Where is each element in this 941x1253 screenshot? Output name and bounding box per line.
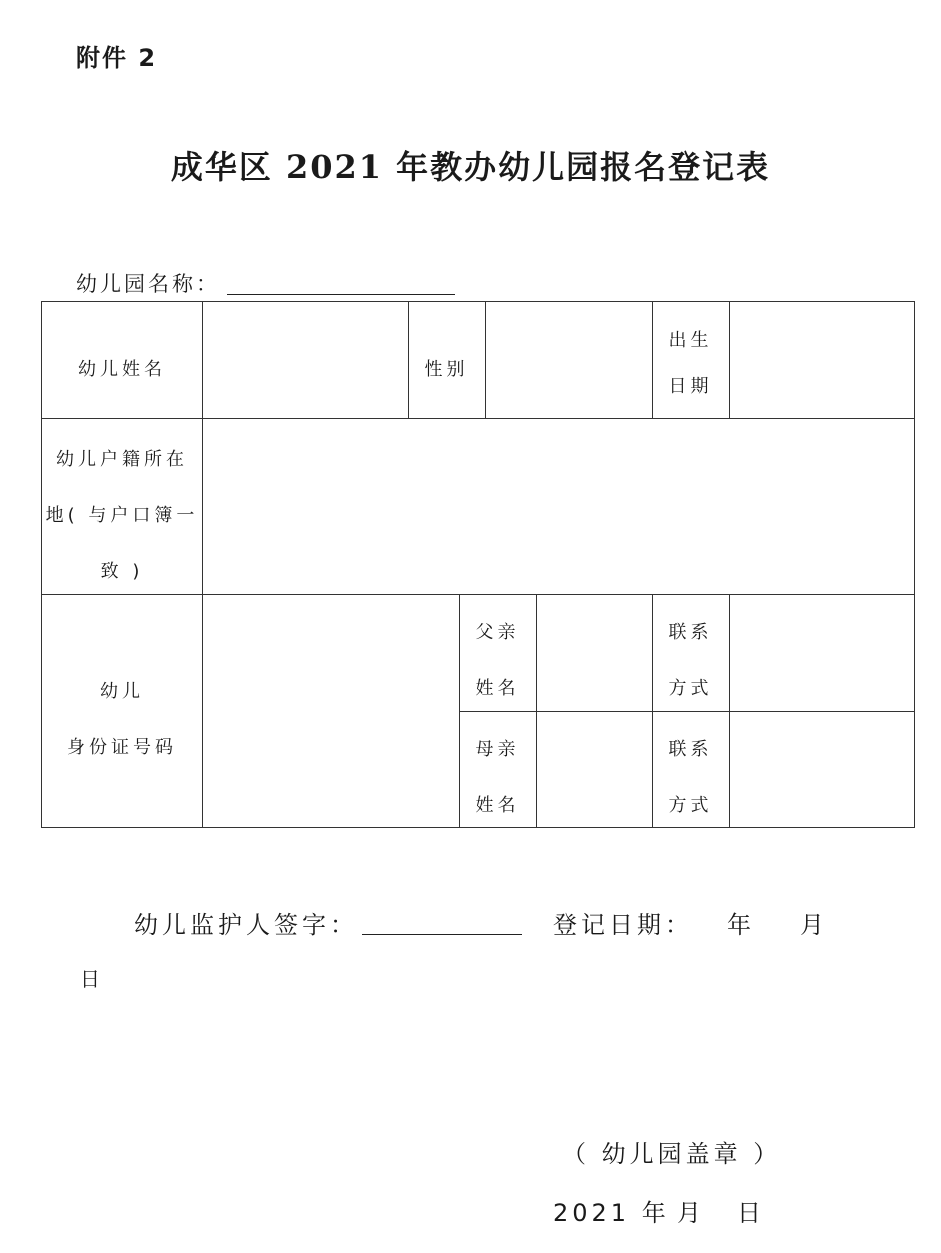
hukou-label-line2: 地( 与户口簿一 [45,505,199,526]
guardian-signature-field[interactable] [362,934,522,935]
stamp-date-day: 日 [737,1199,765,1227]
child-id-label-line2: 身份证号码 [67,737,177,758]
father-label-line2: 姓名 [475,678,520,699]
attachment-label: 附件 2 [76,44,158,72]
child-id-label-line1: 幼儿 [100,681,144,702]
registration-table [41,301,915,828]
mother-name-label [459,741,536,815]
birth-date-label-line2: 日期 [668,376,713,397]
gender-field[interactable] [485,302,652,418]
registration-month-label: 月 [800,911,828,939]
registration-date-label: 登记日期： [553,911,693,939]
stamp-date-year: 2021 年 [553,1199,670,1227]
mother-contact-line1: 联系 [668,739,713,760]
child-id-label [42,683,202,757]
stamp-label: （ 幼儿园盖章 ） [562,1140,782,1168]
registration-year-label: 年 [727,911,755,939]
gender-label: 性别 [424,359,469,380]
stamp-date-month: 月 [677,1199,705,1227]
guardian-signature-label: 幼儿监护人签字： [134,911,358,939]
father-name-field[interactable] [536,594,652,711]
kindergarten-name-field[interactable] [227,294,455,295]
father-contact-line1: 联系 [668,622,713,643]
hukou-label-line3: 致 ) [100,561,144,582]
birth-date-label [652,332,729,396]
mother-contact-label [652,741,729,815]
child-name-label: 幼儿姓名 [78,359,166,380]
birth-date-field[interactable] [729,302,914,418]
father-contact-line2: 方式 [668,678,713,699]
hukou-label-line1: 幼儿户籍所在 [56,449,188,470]
mother-contact-field[interactable] [729,711,914,827]
child-id-field[interactable] [202,594,459,827]
registration-day-label: 日 [80,967,104,991]
father-contact-label [652,624,729,698]
kindergarten-name-label: 幼儿园名称： [76,272,220,296]
form-title: 成华区 2021 年教办幼儿园报名登记表 [170,148,771,186]
hukou-location-field[interactable] [202,418,914,594]
father-label-line1: 父亲 [475,622,520,643]
hukou-location-label [42,451,202,581]
mother-name-field[interactable] [536,711,652,827]
mother-contact-line2: 方式 [668,795,713,816]
child-name-field[interactable] [202,302,408,418]
mother-label-line1: 母亲 [475,739,520,760]
mother-label-line2: 姓名 [475,795,520,816]
father-name-label [459,624,536,698]
birth-date-label-line1: 出生 [668,330,713,351]
father-contact-field[interactable] [729,594,914,711]
